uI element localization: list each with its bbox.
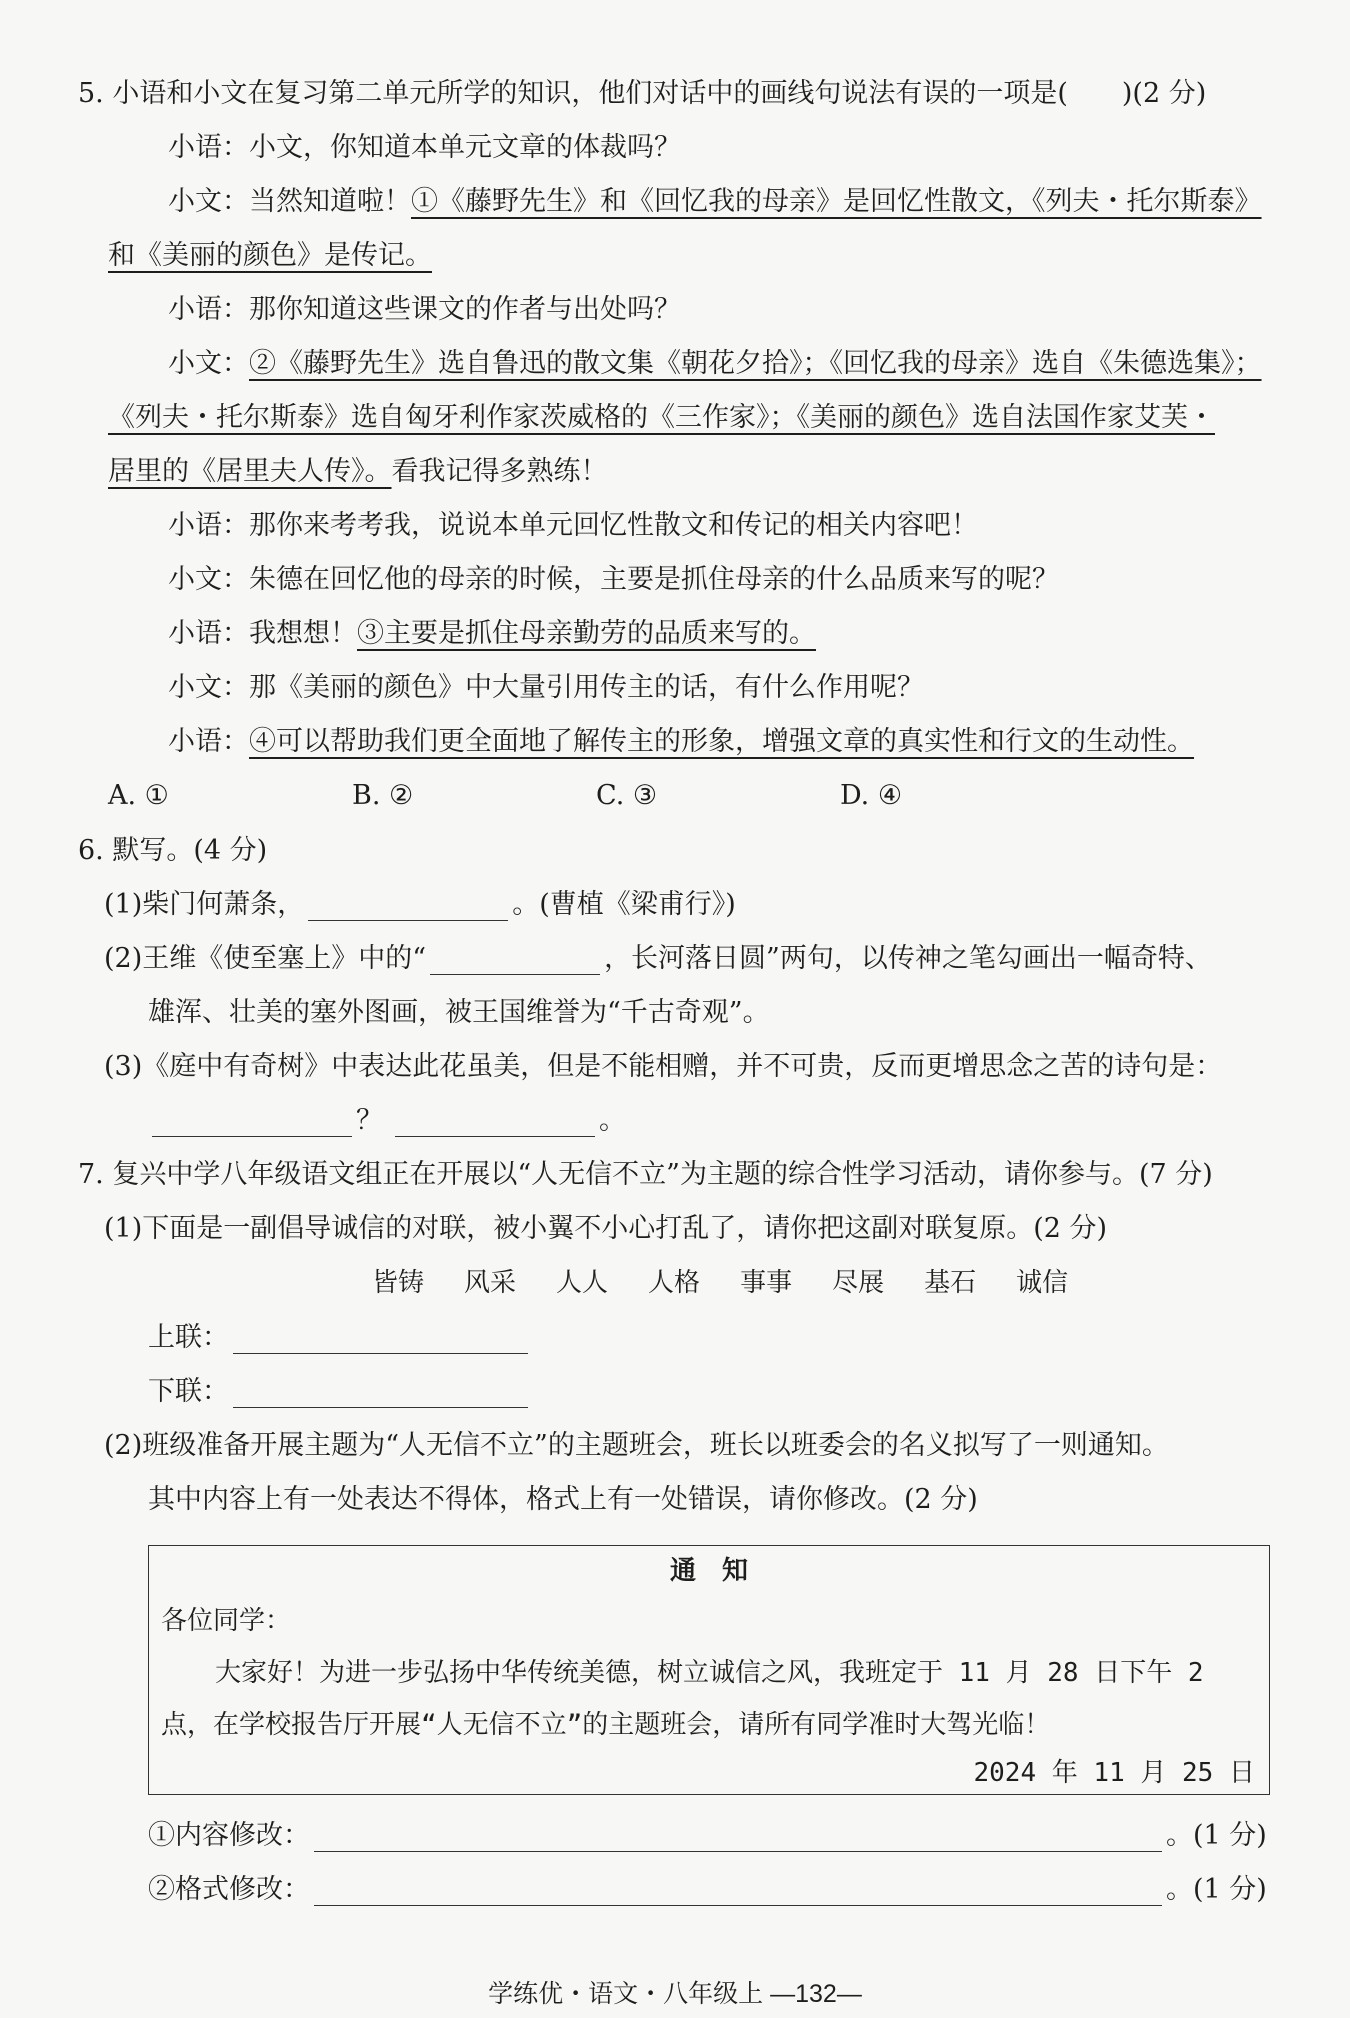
speaker-text: 小文： <box>168 348 249 379</box>
couplet-word: 事事 <box>740 1268 793 1298</box>
notice-body-line: 点，在学校报告厅开展“人无信不立”的主题班会，请所有同学准时大驾光临！ <box>161 1710 1051 1740</box>
answer-blank[interactable] <box>308 892 508 921</box>
speaker-text: 小语：我想想！ <box>168 618 357 649</box>
q5-dialogue-line: 小语：那你知道这些课文的作者与出处吗？ <box>168 294 681 325</box>
answer-blank[interactable] <box>152 1108 352 1137</box>
q5-dialogue-line <box>108 402 1215 434</box>
q5-dialogue-line <box>168 618 816 650</box>
option-c[interactable]: C. ③ <box>596 780 658 811</box>
q5-dialogue-line: 小语：小文，你知道本单元文章的体裁吗？ <box>168 132 681 163</box>
q6-item-2-text-cont: ，长河落日圆”两句，以传神之笔勾画出一幅奇特、 <box>604 943 1212 974</box>
q7-stem: 7. 复兴中学八年级语文组正在开展以“人无信不立”为主题的综合性学习活动，请你参与。(7 分) <box>78 1159 1213 1190</box>
q5-dialogue-line <box>108 456 608 488</box>
speaker-text: 小语： <box>168 726 249 757</box>
underlined-sentence-4: ④可以帮助我们更全面地了解传主的形象，增强文章的真实性和行文的生动性。 <box>249 726 1194 757</box>
couplet-word: 基石 <box>924 1268 977 1298</box>
q5-dialogue-line <box>168 726 1194 758</box>
q6-stem: 6. 默写。(4 分) <box>78 835 268 866</box>
q7-part-1: (1)下面是一副倡导诚信的对联，被小翼不小心打乱了，请你把这副对联复原。(2 分) <box>104 1213 1108 1244</box>
option-b[interactable]: B. ② <box>352 780 414 811</box>
q6-item-3-answer <box>148 1105 626 1137</box>
underlined-sentence-2-end: 居里的《居里夫人传》。 <box>108 456 392 487</box>
speaker-text: 小文：当然知道啦！ <box>168 186 411 217</box>
q6-item-3: (3)《庭中有奇树》中表达此花虽美，但是不能相赠，并不可贵，反而更增思念之苦的诗句是： <box>104 1051 1223 1082</box>
lower-couplet-label: 下联： <box>148 1376 229 1407</box>
underlined-sentence-2-cont: 《列夫・托尔斯泰》选自匈牙利作家茨威格的《三作家》；《美丽的颜色》选自法国作家艾芙・ <box>108 402 1215 433</box>
q5-dialogue-line <box>108 240 432 272</box>
content-fix <box>148 1820 1267 1852</box>
period: 。 <box>599 1105 626 1136</box>
q6-item-1-source: 。(曹植《梁甫行》) <box>512 889 736 920</box>
q6-item-2 <box>104 943 1212 975</box>
couplet-word: 人人 <box>556 1268 609 1298</box>
answer-blank[interactable] <box>314 1877 1162 1906</box>
lower-couplet <box>148 1376 532 1408</box>
notice-title: 通 知 <box>669 1556 748 1586</box>
dialogue-text: 看我记得多熟练！ <box>391 456 608 487</box>
question-mark: ？ <box>356 1105 383 1136</box>
q5-dialogue-line: 小文：朱德在回忆他的母亲的时候，主要是抓住母亲的什么品质来写的呢？ <box>168 564 1059 595</box>
answer-blank[interactable] <box>233 1325 528 1354</box>
notice-salutation: 各位同学： <box>161 1606 292 1636</box>
q5-dialogue-line <box>168 186 1262 218</box>
answer-blank[interactable] <box>314 1823 1162 1852</box>
q6-item-2-text: (2)王维《使至塞上》中的“ <box>104 943 427 974</box>
answer-blank[interactable] <box>233 1379 528 1408</box>
format-fix <box>148 1874 1267 1906</box>
content-fix-label: ①内容修改： <box>148 1820 310 1851</box>
q6-item-2-line2: 雄浑、壮美的塞外图画，被王国维誉为“千古奇观”。 <box>148 997 770 1028</box>
notice-date: 2024 年 11 月 25 日 <box>973 1758 1255 1788</box>
couplet-word: 风采 <box>464 1268 517 1298</box>
couplet-word: 尽展 <box>832 1268 885 1298</box>
page-footer: 学练优・语文・八年级上 —132— <box>488 1980 862 2008</box>
answer-blank[interactable] <box>395 1108 595 1137</box>
q7-part-2-line2: 其中内容上有一处表达不得体，格式上有一处错误，请你修改。(2 分) <box>148 1484 978 1515</box>
upper-couplet <box>148 1322 532 1354</box>
q5-dialogue-line: 小文：那《美丽的颜色》中大量引用传主的话，有什么作用呢？ <box>168 672 924 703</box>
couplet-word: 皆铸 <box>372 1268 425 1298</box>
q5-dialogue-line: 小语：那你来考考我，说说本单元回忆性散文和传记的相关内容吧！ <box>168 510 978 541</box>
underlined-sentence-3: ③主要是抓住母亲勤劳的品质来写的。 <box>357 618 816 649</box>
option-d[interactable]: D. ④ <box>840 780 903 811</box>
answer-blank[interactable] <box>430 946 600 975</box>
underlined-sentence-1-cont: 和《美丽的颜色》是传记。 <box>108 240 432 271</box>
underlined-sentence-2: ②《藤野先生》选自鲁迅的散文集《朝花夕拾》；《回忆我的母亲》选自《朱德选集》； <box>249 348 1262 379</box>
couplet-word-list <box>372 1268 1068 1299</box>
q6-item-1-text: (1)柴门何萧条， <box>104 889 305 920</box>
notice-box <box>148 1545 1270 1795</box>
q5-dialogue-line <box>168 348 1262 380</box>
upper-couplet-label: 上联： <box>148 1322 229 1353</box>
format-fix-label: ②格式修改： <box>148 1874 310 1905</box>
score-note: 。(1 分) <box>1166 1874 1267 1905</box>
score-note: 。(1 分) <box>1166 1820 1267 1851</box>
couplet-word: 诚信 <box>1016 1268 1069 1298</box>
q6-item-1 <box>104 889 736 921</box>
q5-stem: 5. 小语和小文在复习第二单元所学的知识，他们对话中的画线句说法有误的一项是( )(2 分) <box>78 78 1207 109</box>
couplet-word: 人格 <box>648 1268 701 1298</box>
option-a[interactable]: A. ① <box>108 780 169 811</box>
notice-body-line: 大家好！为进一步弘扬中华传统美德，树立诚信之风，我班定于 11 月 28 日下午 2 <box>215 1658 1204 1688</box>
q7-part-2: (2)班级准备开展主题为“人无信不立”的主题班会，班长以班委会的名义拟写了一则通知。 <box>104 1430 1169 1461</box>
underlined-sentence-1: ①《藤野先生》和《回忆我的母亲》是回忆性散文，《列夫・托尔斯泰》 <box>411 186 1262 217</box>
